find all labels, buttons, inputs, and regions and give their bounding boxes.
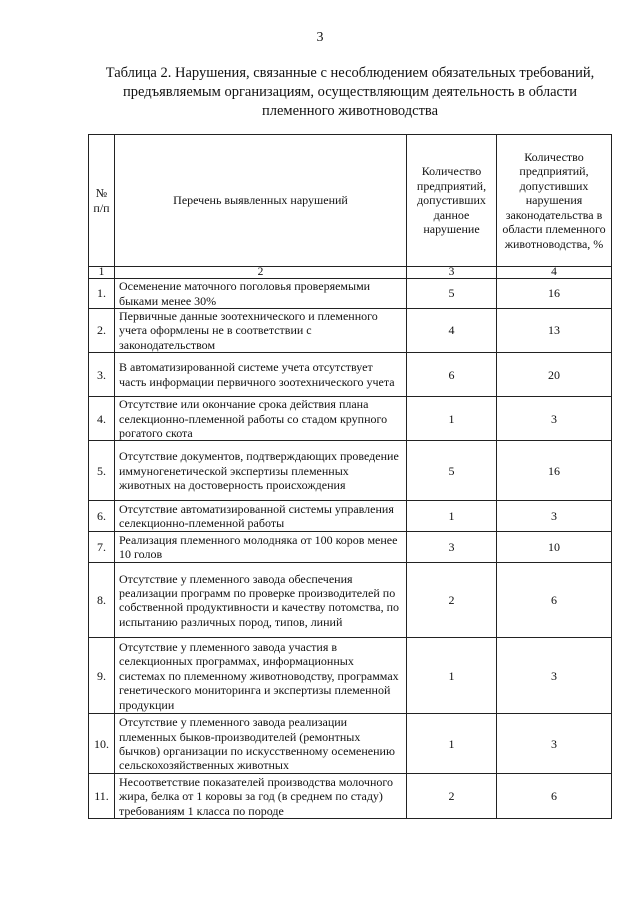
page-number: 3 [316, 30, 324, 45]
table-row [89, 309, 612, 353]
enterprise-percent: 13 [497, 309, 612, 353]
violations-table-body [89, 279, 612, 819]
violation-description: Отсутствие автоматизированной системы управления селекционно-племенной работы [115, 501, 407, 532]
enterprise-percent: 3 [497, 397, 612, 441]
violation-description: Отсутствие или окончание срока действия плана селекционно-племенной работы со стадом крупного рогатого скота [115, 397, 407, 441]
enterprise-count: 5 [407, 441, 497, 501]
row-number: 9. [89, 638, 115, 714]
header-row [89, 135, 612, 267]
violation-description: Несоответствие показателей производства молочного жира, белка от 1 коровы за год (в среднем по стаду) требованиям 1 класса по породе [115, 774, 407, 819]
table-row [89, 501, 612, 532]
header-enterprise-percent: Количество предприятий, допустивших нарушения законодательства в области племенного животноводства, % [497, 135, 612, 267]
table-caption: Таблица 2. Нарушения, связанные с несоблюдением обязательных требований, предъявляемым организациям, осуществляющим деятельность в области племенного животноводства [105, 65, 595, 119]
enterprise-percent: 16 [497, 279, 612, 309]
row-number: 1. [89, 279, 115, 309]
enterprise-count: 5 [407, 279, 497, 309]
table-row [89, 563, 612, 638]
enterprise-percent: 20 [497, 353, 612, 397]
violation-description: Отсутствие документов, подтверждающих проведение иммуногенетической экспертизы племенных животных на достоверность происхождения [115, 441, 407, 501]
column-index-row [89, 267, 612, 279]
enterprise-count: 1 [407, 638, 497, 714]
enterprise-percent: 10 [497, 532, 612, 563]
violation-description: Отсутствие у племенного завода участия в селекционных программах, информационных системах по племенному животноводству, программах генетического мониторинга и экспертизы племенной продукции [115, 638, 407, 714]
violation-description: В автоматизированной системе учета отсутствует часть информации первичного зоотехнического учета [115, 353, 407, 397]
enterprise-percent: 3 [497, 501, 612, 532]
enterprise-percent: 6 [497, 563, 612, 638]
row-number: 2. [89, 309, 115, 353]
row-number: 10. [89, 714, 115, 774]
enterprise-percent: 16 [497, 441, 612, 501]
table-row [89, 279, 612, 309]
violations-table [88, 134, 612, 819]
row-number: 6. [89, 501, 115, 532]
column-index: 1 [89, 267, 115, 279]
header-num: № п/п [89, 135, 115, 267]
enterprise-count: 1 [407, 714, 497, 774]
row-number: 8. [89, 563, 115, 638]
enterprise-count: 1 [407, 501, 497, 532]
violation-description: Осеменение маточного поголовья проверяемыми быками менее 30% [115, 279, 407, 309]
table-row [89, 638, 612, 714]
violation-description: Отсутствие у племенного завода реализации племенных быков-производителей (ремонтных бычков) организации по искусственному осеменению сельскохозяйственных животных [115, 714, 407, 774]
header-enterprise-count: Количество предприятий, допустивших данное нарушение [407, 135, 497, 267]
enterprise-percent: 6 [497, 774, 612, 819]
header-description: Перечень выявленных нарушений [115, 135, 407, 267]
column-index: 2 [115, 267, 407, 279]
row-number: 3. [89, 353, 115, 397]
table-row [89, 441, 612, 501]
violation-description: Реализация племенного молодняка от 100 коров менее 10 голов [115, 532, 407, 563]
violation-description: Отсутствие у племенного завода обеспечения реализации программ по проверке производителей по собственной продуктивности и качеству потомства, по испытанию различных пород, типов, линий [115, 563, 407, 638]
enterprise-count: 3 [407, 532, 497, 563]
table-row [89, 397, 612, 441]
table-row [89, 774, 612, 819]
enterprise-percent: 3 [497, 714, 612, 774]
column-index: 4 [497, 267, 612, 279]
row-number: 5. [89, 441, 115, 501]
row-number: 4. [89, 397, 115, 441]
table-row [89, 532, 612, 563]
column-index: 3 [407, 267, 497, 279]
enterprise-count: 2 [407, 563, 497, 638]
enterprise-count: 1 [407, 397, 497, 441]
table-row [89, 353, 612, 397]
row-number: 7. [89, 532, 115, 563]
violation-description: Первичные данные зоотехнического и племенного учета оформлены не в соответствии с законодательством [115, 309, 407, 353]
row-number: 11. [89, 774, 115, 819]
enterprise-count: 2 [407, 774, 497, 819]
enterprise-percent: 3 [497, 638, 612, 714]
enterprise-count: 4 [407, 309, 497, 353]
table-row [89, 714, 612, 774]
enterprise-count: 6 [407, 353, 497, 397]
